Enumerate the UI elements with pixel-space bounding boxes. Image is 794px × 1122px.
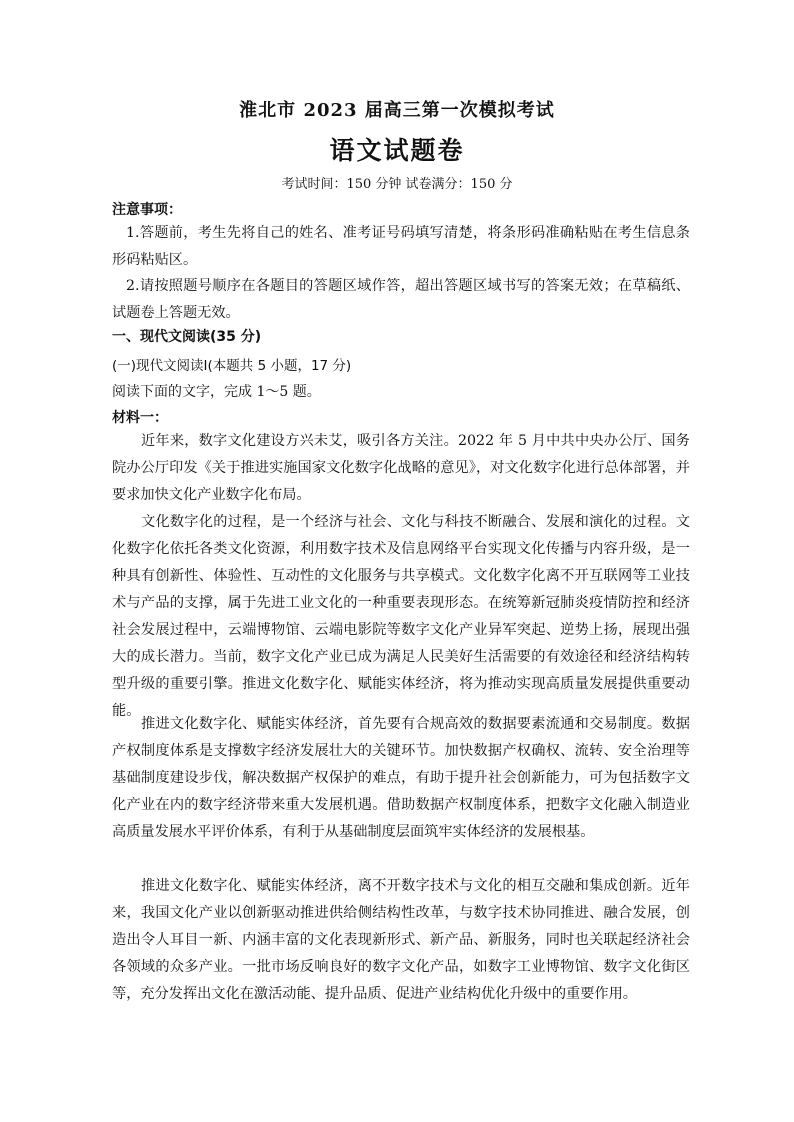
paragraph-2: 文化数字化的过程，是一个经济与社会、文化与科技不断融合、发展和演化的过程。文化数字化依托各类文化资源，利用数字技术及信息网络平台实现文化传播与内容升级，是一种具有创新性、体验性、互动性的文化服务与共享模式。文化数字化离不开互联网等工业技术与产品的支撑，属于先进工业文化的一种重要表现形态。在统筹新冠肺炎疫情防控和经济社会发展过程中，云端博物馆、云端电影院等数字文化产业异军突起、逆势上扬，展现出强大的成长潜力。当前，数字文化产业已成为满足人民美好生活需要的有效途径和经济结构转型升级的重要引擎。推进文化数字化、赋能实体经济，将为推动实现高质量发展提供重要动能。 bbox=[112, 514, 690, 719]
reading-instruction: 阅读下面的文字，完成 1～5 题。 bbox=[112, 384, 321, 400]
notice-item-1: 1.答题前，考生先将自己的姓名、准考证号码填写清楚，将条形码准确粘贴在考生信息条形码粘贴区。 bbox=[112, 225, 690, 268]
paper-title: 语文试题卷 bbox=[329, 136, 465, 165]
section-heading: 一、现代文阅读(35 分) bbox=[112, 329, 262, 345]
paragraph-4: 推进文化数字化、赋能实体经济，离不开数字技术与文化的相互交融和集成创新。近年来，我国文化产业以创新驱动推进供给侧结构性改革，与数字技术协同推进、融合发展，创造出令人耳目一新、内涵丰富的文化表现新形式、新产品、新服务，同时也关联起经济社会各领域的众多产业。一批市场反响良好的数字文化产品，如数字工业博物馆、数字文化街区等，充分发挥出文化在激活动能、提升品质、促进产业结构优化升级中的重要作用。 bbox=[112, 878, 690, 1002]
paragraph-3: 推进文化数字化、赋能实体经济，首先要有合规高效的数据要素流通和交易制度。数据产权制度体系是支撑数字经济发展壮大的关键环节。加快数据产权确权、流转、安全治理等基础制度建设步伐，解决数据产权保护的难点，有助于提升社会创新能力，可为包括数字文化产业在内的数字经济带来重大发展机遇。借助数据产权制度体系，把数字文化融入制造业高质量发展水平评价体系，有利于从基础制度层面筑牢实体经济的发展根基。 bbox=[112, 716, 690, 840]
notice-item-2: 2.请按照题号顺序在各题目的答题区域作答，超出答题区域书写的答案无效；在草稿纸、试题卷上答题无效。 bbox=[112, 278, 690, 321]
paragraph-1: 近年来，数字文化建设方兴未艾，吸引各方关注。2022 年 5 月中共中央办公厅、国务院办公厅印发《关于推进实施国家文化数字化战略的意见》，对文化数字化进行总体部署，并要求加快文化产业数字化布局。 bbox=[112, 433, 690, 503]
material-label: 材料一： bbox=[112, 410, 168, 426]
subsection-heading: (一)现代文阅读Ⅰ(本题共 5 小题，17 分) bbox=[112, 358, 352, 374]
notice-heading: 注意事项： bbox=[112, 202, 182, 218]
exam-info: 考试时间：150 分钟 试卷满分：150 分 bbox=[281, 177, 513, 192]
exam-title: 淮北市 2023 届高三第一次模拟考试 bbox=[239, 100, 555, 121]
